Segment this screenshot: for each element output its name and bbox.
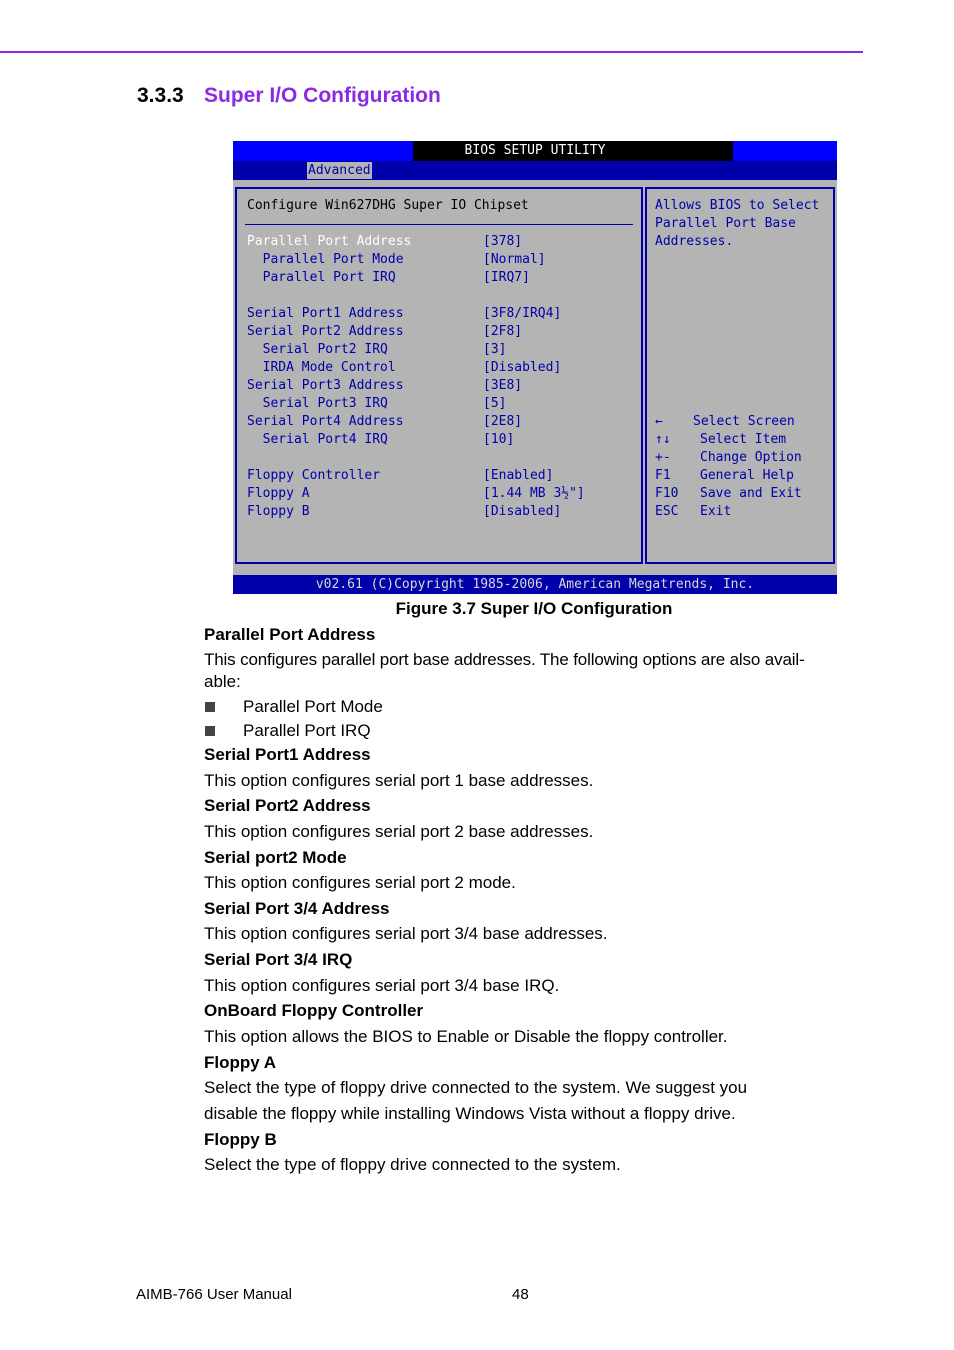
option-heading: Serial Port2 Address xyxy=(204,796,371,815)
bios-row-value[interactable]: [Disabled] xyxy=(483,360,562,375)
page-number: 48 xyxy=(512,1286,529,1303)
bios-title: BIOS SETUP UTILITY xyxy=(464,143,606,158)
bios-row-label[interactable]: Serial Port4 IRQ xyxy=(247,432,388,447)
bios-panel-heading: Configure Win627DHG Super IO Chipset xyxy=(247,198,529,213)
option-description: This option configures serial port 3/4 base addresses. xyxy=(204,924,608,943)
bios-key-desc: Select Screen xyxy=(693,414,795,429)
bios-row-label[interactable]: Serial Port2 Address xyxy=(247,324,404,339)
option-description: This option allows the BIOS to Enable or Disable the floppy controller. xyxy=(204,1027,728,1046)
bios-key-desc: Change Option xyxy=(700,450,802,465)
bios-row-label[interactable]: Serial Port3 Address xyxy=(247,378,404,393)
bios-copyright: v02.61 (C)Copyright 1985-2006, American Megatrends, Inc. xyxy=(233,575,837,594)
bios-title-bar xyxy=(233,141,837,161)
bios-row-label[interactable]: IRDA Mode Control xyxy=(247,360,396,375)
bullet-item: Parallel Port Mode xyxy=(243,697,383,716)
bios-row-value[interactable]: [3E8] xyxy=(483,378,523,393)
bios-help-text: Allows BIOS to Select xyxy=(655,198,820,213)
bios-row-value[interactable]: [10] xyxy=(483,432,515,447)
bios-help-text: Addresses. xyxy=(655,234,734,249)
option-description: disable the floppy while installing Windows Vista without a floppy drive. xyxy=(204,1104,736,1123)
option-description: Select the type of floppy drive connected to the system. xyxy=(204,1155,621,1174)
bios-key-desc: General Help xyxy=(700,468,794,483)
option-description: This option configures serial port 3/4 base IRQ. xyxy=(204,976,560,995)
bullet-icon xyxy=(205,726,215,736)
option-description: This option configures serial port 1 base addresses. xyxy=(204,771,594,790)
bios-key: ESC xyxy=(655,504,679,519)
option-heading: Serial Port 3/4 IRQ xyxy=(204,950,353,969)
bios-row-value[interactable]: [5] xyxy=(483,396,507,411)
bios-row-value[interactable]: [Normal] xyxy=(483,252,546,267)
bios-row-label[interactable]: Serial Port1 Address xyxy=(247,306,404,321)
manual-title: AIMB-766 User Manual xyxy=(136,1286,292,1303)
bios-key: F1 xyxy=(655,468,671,483)
option-description: This option configures serial port 2 base addresses. xyxy=(204,822,594,841)
bios-screenshot xyxy=(233,141,837,594)
bios-row-value[interactable]: [Enabled] xyxy=(483,468,554,483)
bios-row-label[interactable]: Serial Port3 IRQ xyxy=(247,396,388,411)
figure-caption: Figure 3.7 Super I/O Configuration xyxy=(395,599,673,618)
bios-row-value[interactable]: [2F8] xyxy=(483,324,523,339)
option-description: This option configures serial port 2 mode. xyxy=(204,873,516,892)
bios-row-value[interactable]: [3] xyxy=(483,342,507,357)
bios-row-label[interactable]: Serial Port2 IRQ xyxy=(247,342,388,357)
bios-row-value[interactable]: [378] xyxy=(483,234,523,249)
bios-row-label[interactable]: Serial Port4 Address xyxy=(247,414,404,429)
option-heading: Parallel Port Address xyxy=(204,625,376,644)
section-number: 3.3.3 xyxy=(137,84,184,107)
tab-advanced[interactable]: Advanced xyxy=(308,163,371,178)
bios-row-label[interactable]: Floppy A xyxy=(247,486,310,501)
bios-row-value[interactable]: [IRQ7] xyxy=(483,270,530,285)
header-rule xyxy=(0,51,863,53)
bios-row-label[interactable]: Parallel Port Mode xyxy=(247,252,404,267)
bullet-item: Parallel Port IRQ xyxy=(243,721,371,740)
bios-separator xyxy=(245,224,633,225)
section-title: Super I/O Configuration xyxy=(204,84,441,107)
bios-row-value[interactable]: [2E8] xyxy=(483,414,523,429)
bios-tab-bar xyxy=(233,161,837,180)
option-heading: Serial Port 3/4 Address xyxy=(204,899,390,918)
bios-key: +- xyxy=(655,450,671,465)
bios-row-value[interactable]: [3F8/IRQ4] xyxy=(483,306,562,321)
section-heading xyxy=(137,84,441,108)
bios-key: ↑↓ xyxy=(655,432,671,447)
option-heading: Serial port2 Mode xyxy=(204,848,347,867)
option-heading: Floppy A xyxy=(204,1053,277,1072)
bios-key: F10 xyxy=(655,486,679,501)
bios-row-label[interactable]: Floppy B xyxy=(247,504,310,519)
option-description: Select the type of floppy drive connected to the system. We suggest you xyxy=(204,1078,748,1097)
option-heading: OnBoard Floppy Controller xyxy=(204,1001,424,1020)
bios-row-label[interactable]: Floppy Controller xyxy=(247,468,381,483)
bios-key: ← xyxy=(655,414,663,429)
option-heading: Serial Port1 Address xyxy=(204,745,371,764)
bios-row-label-selected[interactable]: Parallel Port Address xyxy=(247,234,412,249)
bullet-icon xyxy=(205,702,215,712)
bios-key-desc: Exit xyxy=(700,504,732,519)
bios-key-desc: Select Item xyxy=(700,432,787,447)
bios-row-value[interactable]: [1.44 MB 3½"] xyxy=(483,486,585,501)
option-description: This configures parallel port base addresses. The following options are also avail- xyxy=(204,650,805,669)
bios-row-value[interactable]: [Disabled] xyxy=(483,504,562,519)
bios-help-text: Parallel Port Base xyxy=(655,216,796,231)
option-description: able: xyxy=(204,672,241,691)
bios-key-desc: Save and Exit xyxy=(700,486,802,501)
bios-row-label[interactable]: Parallel Port IRQ xyxy=(247,270,396,285)
option-heading: Floppy B xyxy=(204,1130,277,1149)
